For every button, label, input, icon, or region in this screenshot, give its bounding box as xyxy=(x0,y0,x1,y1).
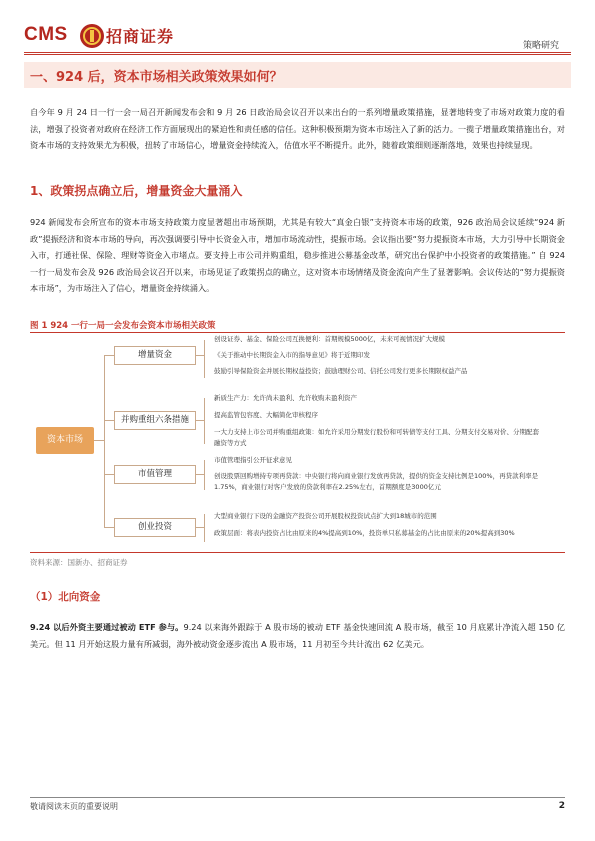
connector xyxy=(104,355,105,527)
figure-top-rule xyxy=(30,332,565,333)
page-number: 2 xyxy=(558,801,565,811)
diagram-root-node: 资本市场 xyxy=(36,427,94,454)
connector xyxy=(104,355,114,356)
intro-paragraph: 自今年 9 月 24 日一行一会一局召开新闻发布会和 9 月 26 日政治局会议召开以来出台的一系列增量政策措施，显著地转变了市场对政策力度的看法，增强了投资者对政府在经济工作方面展现出的紧迫性和责任感的信任。这种积极预期为资本市场注入了新的活力。一揽子增量政策措施出台，对资本市场的支持效果尤为积极，扭转了市场信心，增量资金持续流入，估值水平不断提升。此外，随着政策细则逐渐落地，效果也持续显现。 xyxy=(30,107,565,150)
connector xyxy=(204,340,205,378)
connector xyxy=(204,460,205,490)
logo-cms: CMS xyxy=(24,24,68,45)
branch-node-incremental-funds: 增量资金 xyxy=(114,346,196,365)
connector xyxy=(104,474,114,475)
branch-node-market-value: 市值管理 xyxy=(114,465,196,484)
connector xyxy=(196,420,204,421)
connector xyxy=(196,474,204,475)
subsection-paragraph: 924 新闻发布会所宣布的资本市场支持政策力度显著超出市场预期，尤其是有较大“真金白银”支持资本市场的政策，926 政治局会议延续“924 新政”提振经济和资本市场的导向，再次强调要引导中长资金入市，增加市场流动性，提振市场。会议指出要“努力提振资本市场，大力引导中长期资金入市，打通社保、保险、理财等资金入市堵点。要支持上市公司并购重组，稳步推进公募基金改革，研究出台保护中小投资者的政策措施。” 自 924 一行一局发布会及 926 政治局会议召开以来，市场见证了政策拐点的确立，这对资本市场情绪及资金流向产生了显著影响。会议传达的“努力提振资本市场”，为市场注入了信心，增量资金持续涌入。 xyxy=(30,217,565,293)
policy-item: 创设证券、基金、保险公司互换便利：首期规模5000亿，未来可视情况扩大规模 xyxy=(214,335,446,343)
northbound-paragraph xyxy=(30,619,565,652)
report-category: 策略研究 xyxy=(522,41,559,51)
header-divider xyxy=(24,52,571,53)
connector xyxy=(104,420,114,421)
figure-title: 图 1 924 一行一局一会发布会资本市场相关政策 xyxy=(30,321,216,331)
footer-divider xyxy=(30,797,565,798)
connector xyxy=(204,514,205,542)
brand-emblem-icon xyxy=(79,23,105,49)
logo-company-name: 招商证券 xyxy=(106,27,175,46)
footer-disclaimer: 敬请阅读末页的重要说明 xyxy=(30,802,118,811)
branch-node-mna: 并购重组六条措施 xyxy=(114,411,196,430)
policy-item: 鼓励引导保险资金并展长期权益投资；鼓励理财公司、信托公司发行更多长期限权益产品 xyxy=(214,367,468,375)
connector xyxy=(104,527,114,528)
northbound-lead: 9.24 以后外资主要通过被动 ETF 参与。 xyxy=(30,622,184,632)
policy-item: 提高监管包容度、大幅简化审核程序 xyxy=(214,411,318,419)
connector xyxy=(94,440,104,441)
policy-item: 创设股票回购增持专项再贷款：中央银行将向商业银行发放再贷款，提供的资金支持比例是100%，再贷款利率是1.75%，商业银行对客户发放的贷款利率在2.25%左右，首期额度是3000亿元 xyxy=(214,472,539,491)
branch-node-venture: 创业投资 xyxy=(114,518,196,537)
subsubsection-title: （1）北向资金 xyxy=(30,591,101,603)
connector xyxy=(204,398,205,444)
figure-source: 资料来源：国新办、招商证券 xyxy=(30,558,128,567)
northbound-text: 9.24 以来海外跟踪于 A 股市场的被动 ETF 基金快速回流 A 股市场，截至 10 月底累计净流入超 150 亿美元。但 11 月开始这股力量有所减弱，海外被动资金逐步流出 A 股市场，11 月初至今共计流出 62 亿美元。 xyxy=(30,622,565,649)
policy-item: 新质生产力：允许尚未盈利、允许收购未盈利资产 xyxy=(214,394,357,402)
policy-item: 一大力支持上市公司并购重组政策：如允许采用分期发行股份和可转债等支付工具、分期支付交易对价、分期配套融资等方式 xyxy=(214,428,539,447)
policy-item: 政策层面：将表内投资占比由原来的4%提高到10%，投资单只私募基金的占比由原来的20%提高到30% xyxy=(214,529,515,537)
section-title: 一、924 后，资本市场相关政策效果如何？ xyxy=(30,70,283,85)
connector xyxy=(196,527,204,528)
connector xyxy=(196,355,204,356)
policy-item: 《关于推动中长期资金入市的指导意见》将于近期印发 xyxy=(214,351,370,359)
policy-item: 大型商业银行下设的金融资产投资公司开展股权投资试点扩大到18城市的范围 xyxy=(214,512,437,520)
figure-bottom-rule xyxy=(30,552,565,553)
policy-item: 市值管理指引公开征求意见 xyxy=(214,456,292,464)
header-divider xyxy=(24,54,571,55)
subsection-title: 1、政策拐点确立后，增量资金大量涌入 xyxy=(30,184,243,198)
